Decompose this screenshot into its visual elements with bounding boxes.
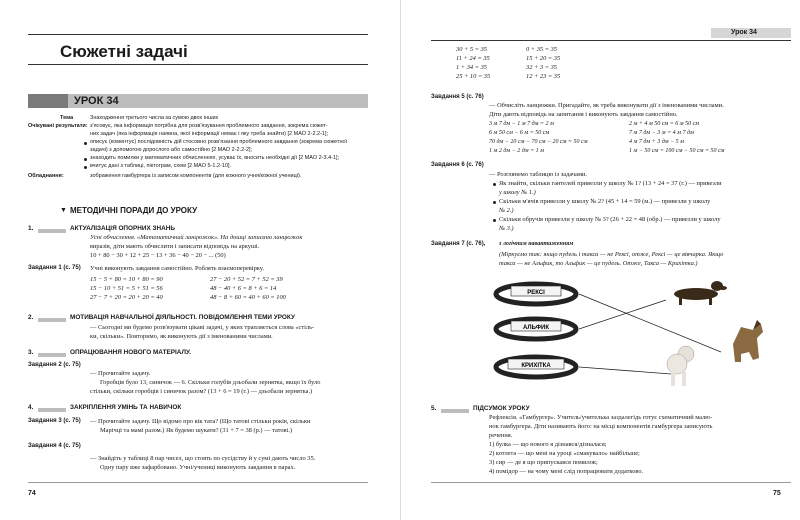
task-1-row-3b: 48 − 8 + 60 = 40 + 60 = 100 [210,294,286,301]
task-7-label: Завдання 7 (с. 76), [431,241,486,247]
bottom-rule [28,482,368,483]
section-3-number: 3. [28,349,34,356]
task-5-row-3a: 70 дм − 20 см − 70 см − 20 см = 50 см [489,139,588,145]
meta-results-4: задачі) з допомогою дорослого або самостійно [2 МАО 2-2.2-2]; [90,147,253,153]
bottom-rule-right [431,482,791,483]
task-5-row-4a: 1 м 2 дм − 2 дм = 1 м [489,148,544,154]
section-3-title: ОПРАЦЮВАННЯ НОВОГО МАТЕРІАЛУ. [70,349,191,356]
section-3-bar [38,353,66,357]
meta-equipment: зображення гамбургера із записом компонентів (для кожного учня/кожної учениці). [90,173,302,179]
task-6-label: Завдання 6 (с. 76) [431,162,484,168]
task-5-row-4b: 1 м − 50 см = 100 см − 50 см = 50 см [629,148,725,154]
task-4-line-1: — Знайдіть у таблиці 8 пар чисел, що стоять по сусідству й у сумі дають число 35. [90,455,316,462]
meta-topic: Знаходження третього числа за сумою двох інших [90,115,219,121]
task-2-line-3: стільки, скільки горобців і синичок разом? (13 + 6 = 19 (г.) — дзьобали зернятка.) [90,388,313,395]
task-5-line-1: — Обчисліть ланцюжки. Пригадайте, як треба виконувати дії з іменованими числами. [489,102,724,109]
sum-row-2a: 11 + 24 = 35 [456,55,490,62]
task-1-label: Завдання 1 (с. 75) [28,265,81,271]
section-5-number: 5. [431,405,437,412]
task-1-row-1b: 27 − 20 + 52 = 7 + 52 = 39 [210,276,283,283]
poodle-icon [667,346,694,386]
s5-line-2: нок гамбургера. Діти називають його: на місці компонентів гамбургера записують [489,423,713,430]
s5-item-3: 3) сир — де я що припускався помилок; [489,459,598,466]
task-7-line-1: (Міркуємо так: якщо пудель і такса — не Рексі, отже, Рексі — це вівчарка. Якщо [499,251,724,258]
task-3-label: Завдання 3 (с. 75) [28,418,81,424]
section-1-number: 1. [28,225,34,232]
section-1-bar [38,229,66,233]
task-5-row-3b: 4 м 7 дм + 3 дм − 5 м [629,139,684,145]
sum-row-1b: 0 + 35 = 35 [526,46,557,53]
triangle-icon: ▼ [60,207,67,214]
task-2-line-1: — Прочитайте задачу. [90,370,151,377]
s5-item-4: 4) помідор — на чому мені слід попрацювати додатково. [489,468,644,475]
collar-3 [496,357,576,377]
task-5-row-1b: 2 м + 4 м 50 см = 6 м 50 см [629,121,700,127]
s1-line-2: виразів, діти мають обчислити і записати відповідь на аркуші. [90,243,260,250]
page-number-right: 75 [773,490,781,497]
sum-row-3a: 1 + 34 = 35 [456,64,487,71]
header-rule [431,40,791,41]
task-6-b2-a: Скільки м'ячів привезли у школу № 2? (45 + 14 = 59 (м.) — привезли у школу [499,198,711,205]
task-5-label: Завдання 5 (с. 76) [431,94,484,100]
meta-label-topic: Тема [60,115,74,121]
task-1-row-2b: 48 − 40 + 6 = 8 + 6 = 14 [210,285,277,292]
task-6-line-0: — Розглянемо таблицю із задачами. [489,171,588,178]
s2-line-1: — Сьогодні ми будемо розв'язувати цікаві задачі, у яких трапляється слова «стіль- [90,324,315,331]
s5-line-1: Рефлексія. «Гамбургер». Учитель/учителька заздалегідь готує схематичний малю- [489,414,713,421]
section-2-bar [38,318,66,322]
section-2-number: 2. [28,314,34,321]
task-7-extra: з логічним навантаженням [499,241,574,247]
section-4-title: ЗАКРІПЛЕННЯ УМІНЬ ТА НАВИЧОК [70,404,182,411]
task-6-b2-b: № 2.) [499,207,514,214]
collar-1 [496,284,576,304]
s1-line-3: 10 + 80 − 30 + 12 + 25 − 13 + 36 − 40 − 20 − ... (50) [90,252,226,259]
section-2-title: МОТИВАЦІЯ НАВЧАЛЬНОЇ ДІЯЛЬНОСТІ. ПОВІДОМЛЕННЯ ТЕМИ УРОКУ [70,314,295,321]
task-5-row-2a: 6 м 50 см − 6 м = 50 см [489,130,550,136]
right-page [400,0,800,520]
s5-line-3: речення. [489,432,513,439]
sum-row-2b: 15 + 20 = 35 [526,55,561,62]
collar-3-name: КРИХІТКА [521,363,551,369]
task-3-line-1: — Прочитайте задачу. Що відомо про вік тата? (Що татові стільки років, скільки [90,418,311,425]
meta-results-2: них задач (яка інформація наявна, якої інформації немає і яку треба знайти) [2 МАО 2-2.2-1]; [90,131,329,137]
page-header: Урок 34 [731,29,757,36]
sum-row-4a: 25 + 10 = 35 [456,73,491,80]
task-3-line-2: Марічці та мамі разом.) Як будемо шукати? (31 + 7 = 38 (р.) — татові.) [100,427,293,434]
task-5-row-2b: 7 м 7 дм − 3 м = 4 м 7 дм [629,130,694,136]
meta-results-3: описує (коментує) послідовність дій стосовно розв'язання проблемного завдання (зокрема сюжетної [90,139,348,145]
task-1-row-2a: 15 − 10 + 51 = 5 + 51 = 56 [90,285,163,292]
chapter-title: Сюжетні задачі [60,42,188,61]
lesson-bar-accent [28,94,68,108]
task-5-line-2: Діти дають відповідь на запитання і виконують завдання самостійно. [489,111,678,118]
task-6-b3-b: № 3.) [499,225,514,232]
task-6-b1-b: у школу № 1.) [499,189,536,196]
task-6-b3-a: Скільки обручів привезли у школу № 3? (26 + 22 = 48 (обр.) — привезли у школу [499,216,721,223]
sum-row-4b: 12 + 23 = 35 [526,73,561,80]
sum-row-1a: 30 + 5 = 35 [456,46,487,53]
methods-title: МЕТОДИЧНІ ПОРАДИ ДО УРОКУ [70,206,198,215]
task-1-row-3a: 27 − 7 + 20 = 20 + 20 = 40 [90,294,163,301]
task-2-line-2: Горобців було 13, синичок — 6. Скільки голубів дзьобали зернятка, якщо їх було [100,379,321,386]
collar-2 [496,319,576,339]
title-rule [28,64,368,65]
sum-row-3b: 32 + 3 = 35 [526,64,557,71]
s5-item-1: 1) булка — що нового я дізнався/дізналася; [489,441,607,448]
task-4-label: Завдання 4 (с. 75) [28,443,81,449]
s1-line-1: Усні обчислення. «Математичний ланцюжок». На дошці записано ланцюжок [90,234,303,241]
top-rule [28,34,368,35]
s5-item-2: 2) котлета — що мені на уроці «смакувало» найбільше; [489,450,640,457]
section-1-title: АКТУАЛІЗАЦІЯ ОПОРНИХ ЗНАНЬ [70,225,175,232]
meta-results-6: вчитує дані з таблиці, піктограм, схем [2 МАО 5-1.2-10]. [90,163,232,169]
section-5-title: ПІДСУМОК УРОКУ [473,405,530,412]
collars-dogs-illustration [491,272,791,392]
section-4-bar [38,408,66,412]
collar-1-name: РЕКСІ [527,290,545,296]
dachshund-icon [674,281,727,305]
task-4-line-2: Одну пару вже зафарбовано. Учні/учениці виконують завдання в парах. [100,464,296,471]
shepherd-dog-icon [733,320,763,362]
section-5-bar [441,409,469,413]
task-1-row-1a: 15 − 5 + 80 = 10 + 80 = 90 [90,276,163,283]
task-1-text: Учні виконують завдання самостійно. Роблять взаємоперевірку. [90,265,264,272]
task-6-b1-a: Як знайти, скільки гантелей привезли у школу № 1? (13 + 24 = 37 (г.) — привезли [499,180,722,187]
task-7-line-2: такса — не Альфик, то Альфик — це пудель. Отже, Такса — Крихітка.) [499,260,698,267]
section-4-number: 4. [28,404,34,411]
meta-results-5: знаходить помилки у математичних обчисленнях, усуває їх, вносить необхідні дії [2 МАО 2-3.4-1]; [90,155,340,161]
meta-results-1: з'ясовує, яка інформація потрібна для розв'язування проблемного завдання, зокрема сюжет- [90,123,328,129]
lesson-title: УРОК 34 [74,95,119,107]
s2-line-2: ки, скільки». Повторимо, як виконують дії з іменованими числами. [90,333,273,340]
task-2-label: Завдання 2 (с. 75) [28,362,81,368]
meta-label-equipment: Обладнання: [28,173,64,179]
page-number-left: 74 [28,490,36,497]
collar-2-name: АЛЬФИК [522,325,550,331]
meta-label-results: Очікувані результати: [28,123,88,129]
task-5-row-1a: 3 м 7 дм − 1 м 7 дм = 2 м [489,121,554,127]
